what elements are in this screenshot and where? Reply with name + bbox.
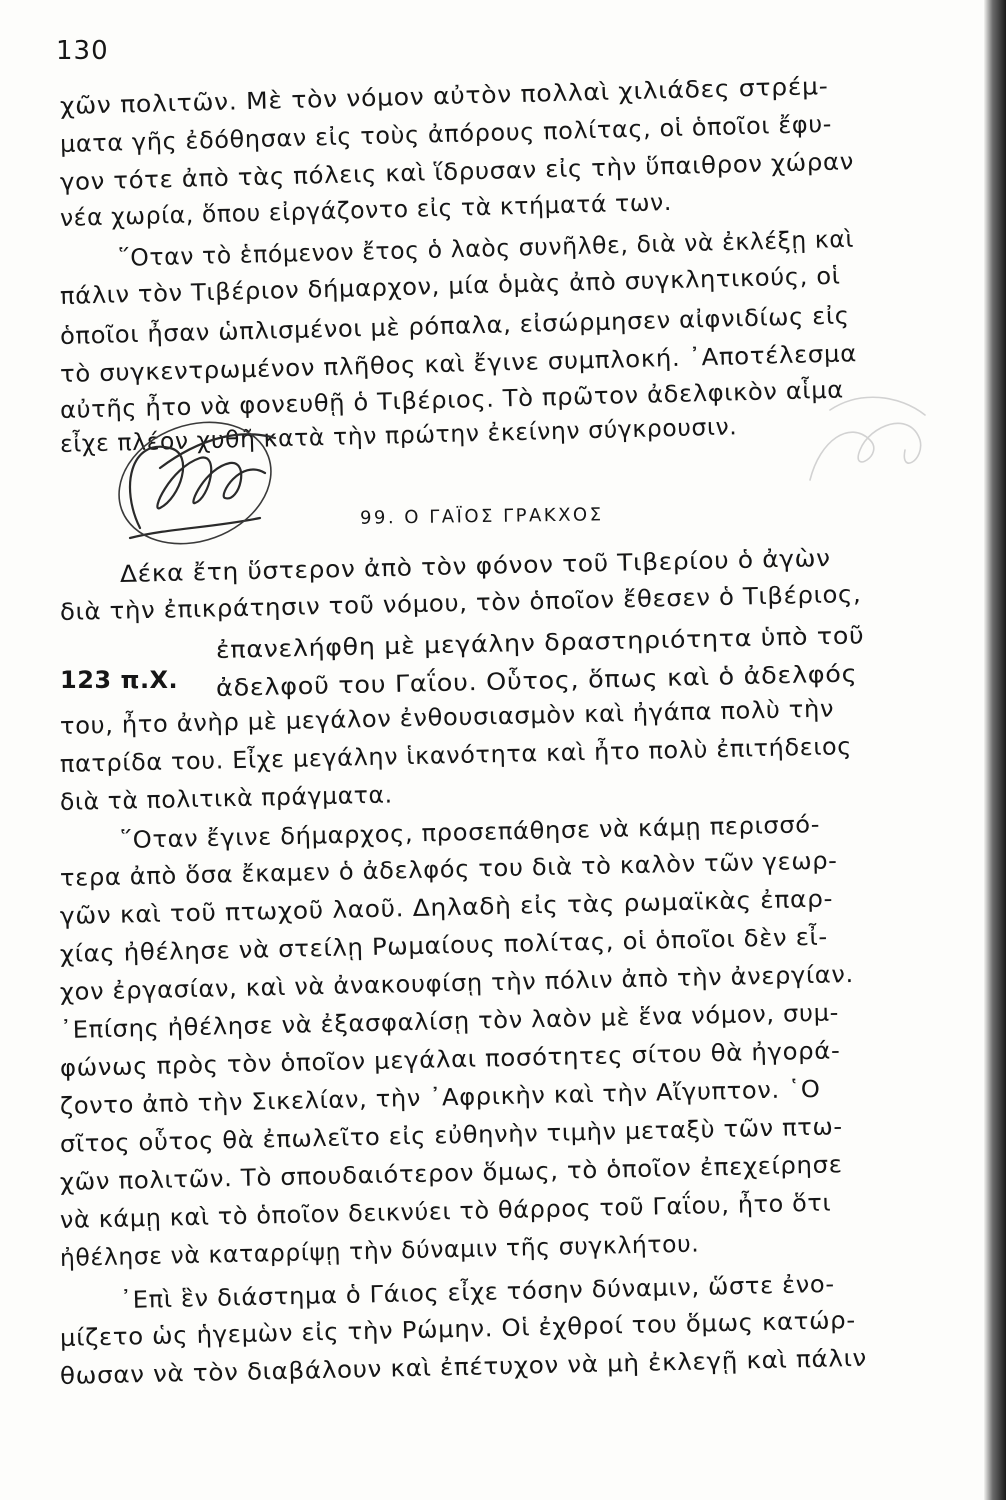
text-line: ἐπανελήφθη μὲ μεγάλην δραστηριότητα ὑπὸ τοῦ: [215, 621, 865, 664]
page-number: 130: [56, 36, 109, 66]
text-line: Δέκα ἔτη ὕστερον ἀπὸ τὸν φόνον τοῦ Τιβερίου ὁ ἀγὼν: [119, 543, 831, 588]
text-line: γῶν καὶ τοῦ πτωχοῦ λαοῦ. Δηλαδὴ εἰς τὰς ρωμαϊκὰς ἐπαρ-: [59, 884, 834, 930]
text-line: γον τότε ἀπὸ τὰς πόλεις καὶ ἵδρυσαν εἰς τὴν ὕπαιθρον χώραν: [59, 147, 855, 196]
text-line: πάλιν τὸν Τιβέριον δήμαρχον, μία ὁμὰς ἀπὸ συγκλητικούς, οἱ: [59, 261, 841, 310]
text-line: ματα γῆς ἐδόθησαν εἰς τοὺς ἀπόρους πολίτας, οἱ ὁποῖοι ἔφυ-: [59, 109, 833, 158]
text-line: διὰ τὴν ἐπικράτησιν τοῦ νόμου, τὸν ὁποῖον ἔθεσεν ὁ Τιβέριος,: [59, 579, 862, 626]
text-line: ἀδελφοῦ του Γαΐου. Οὗτος, ὅπως καὶ ὁ ἀδελφός: [215, 659, 858, 702]
margin-date-note: 123 π.Χ.: [60, 666, 179, 694]
text-line: χῶν πολιτῶν. Τὸ σπουδαιότερον ὅμως, τὸ ὁποῖον ἐπεχείρησε: [59, 1150, 843, 1196]
text-line: τερα ἀπὸ ὅσα ἔκαμεν ὁ ἀδελφός του διὰ τὸ καλὸν τῶν γεωρ-: [59, 846, 838, 892]
handwritten-signature: [100, 378, 290, 568]
text-line: ᾿Επὶ ἓν διάστημα ὁ Γάιος εἶχε τόσην δύναμιν, ὥστε ἐνο-: [119, 1269, 835, 1314]
text-line: νὰ κάμῃ καὶ τὸ ὁποῖον δεικνύει τὸ θάρρος τοῦ Γαΐου, ἦτο ὅτι: [59, 1188, 832, 1234]
text-line: σῖτος οὗτος θὰ ἐπωλεῖτο εἰς εὐθηνὴν τιμὴν μεταξὺ τῶν πτω-: [59, 1112, 843, 1158]
text-line: νέα χωρία, ὅπου εἰργάζοντο εἰς τὰ κτήματά των.: [59, 187, 673, 232]
text-line: διὰ τὰ πολιτικὰ πράγματα.: [59, 780, 393, 816]
text-line: του, ἦτο ἀνὴρ μὲ μεγάλον ἐνθουσιασμὸν καὶ ἠγάπα πολὺ τὴν: [59, 694, 835, 740]
text-line: ῞Οταν τὸ ἑπόμενον ἔτος ὁ λαὸς συνῆλθε, διὰ νὰ ἐκλέξῃ καὶ: [117, 224, 855, 272]
text-line: πατρίδα του. Εἶχε μεγάλην ἱκανότητα καὶ ἦτο πολὺ ἐπιτήδειος: [59, 732, 853, 778]
text-line: ἠθέλησε νὰ καταρρίψῃ τὴν δύναμιν τῆς συγκλήτου.: [59, 1229, 700, 1272]
text-line: ζοντο ἀπὸ τὴν Σικελίαν, τὴν ᾿Αφρικὴν καὶ τὴν Αἴγυπτον. ῾Ο: [59, 1074, 821, 1120]
text-line: αὐτῆς ἦτο νὰ φονευθῇ ὁ Τιβέριος. Τὸ πρῶτον ἀδελφικὸν αἷμα: [59, 375, 845, 424]
book-spine-shadow: [984, 0, 1006, 1500]
text-line: μίζετο ὡς ἡγεμὼν εἰς τὴν Ρώμην. Οἱ ἐχθροί του ὅμως κατώρ-: [59, 1305, 857, 1352]
text-line: τὸ συγκεντρωμένον πλῆθος καὶ ἔγινε συμπλοκή. ᾿Αποτέλεσμα: [59, 339, 858, 388]
faint-pencil-mark: [790, 380, 940, 500]
text-line: θωσαν νὰ τὸν διαβάλουν καὶ ἐπέτυχον νὰ μὴ ἐκλεγῇ καὶ πάλιν: [59, 1343, 868, 1390]
text-line: ὁποῖοι ἦσαν ὡπλισμένοι μὲ ρόπαλα, εἰσώρμησεν αἰφνιδίως εἰς: [59, 301, 850, 350]
text-line: χίας ἠθέλησε νὰ στείλῃ Ρωμαίους πολίτας, οἱ ὁποῖοι δὲν εἶ-: [59, 922, 829, 968]
text-line: εἶχε πλέον χυθῆ κατὰ τὴν πρώτην ἐκείνην σύγκρουσιν.: [59, 412, 738, 458]
text-line: χῶν πολιτῶν. Μὲ τὸν νόμον αὐτὸν πολλαὶ χιλιάδες στρέμ-: [59, 71, 829, 120]
text-line: ᾿Επίσης ἠθέλησε νὰ ἐξασφαλίσῃ τὸν λαὸν μὲ ἕνα νόμον, συμ-: [59, 998, 840, 1044]
text-line: ῞Οταν ἔγινε δήμαρχος, προσεπάθησε νὰ κάμῃ περισσό-: [119, 810, 821, 854]
section-heading: 99. Ο ΓΑΪΟΣ ΓΡΑΚΧΟΣ: [359, 504, 604, 529]
text-line: φώνως πρὸς τὸν ὁποῖον μεγάλαι ποσότητες σίτου θὰ ἠγορά-: [59, 1036, 841, 1082]
text-line: χον ἐργασίαν, καὶ νὰ ἀνακουφίσῃ τὴν πόλιν ἀπὸ τὴν ἀνεργίαν.: [59, 959, 855, 1006]
